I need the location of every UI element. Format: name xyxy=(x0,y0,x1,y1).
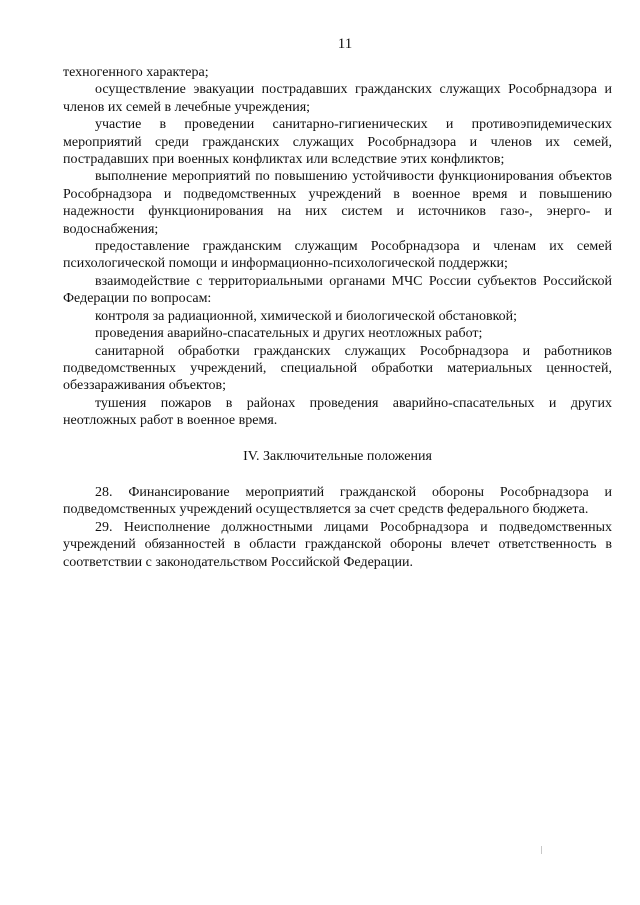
list-item-stability-measures: выполнение мероприятий по повышению устойчивости функционирования объектов Рособрнадзора и подведомственных учреждений в военное время и повышению надежности функционирования на них систем и источников газо-, энерго- и водоснабжения; xyxy=(63,169,612,237)
sub-item-rescue-works: проведения аварийно-спасательных и других неотложных работ; xyxy=(95,326,483,342)
page-number: 11 xyxy=(337,36,353,52)
list-item-psychological-help: предоставление гражданским служащим Рособрнадзора и членам их семей психологической помощи и информационно-психологической поддержки; xyxy=(63,239,612,272)
paragraph-continuation: техногенного характера; xyxy=(63,65,209,80)
section-heading: IV. Заключительные положения xyxy=(243,448,432,464)
sub-item-radiation-control: контроля за радиационной, химической и биологической обстановкой; xyxy=(95,308,518,324)
document-body xyxy=(63,64,612,571)
scan-mark xyxy=(541,846,542,854)
sub-item-firefighting: тушения пожаров в районах проведения аварийно-спасательных и других неотложных работ в военное время. xyxy=(63,395,612,429)
list-item-evacuation: осуществление эвакуации пострадавших гражданских служащих Рособрнадзора и членов их семей в лечебные учреждения; xyxy=(63,82,612,115)
clause-29: 29. Неисполнение должностными лицами Рособрнадзора и подведомственных учреждений обязанностей в области гражданской обороны влечет ответственность в соответствии с законодательством Российской Федерации. xyxy=(63,519,612,570)
clause-28: 28. Финансирование мероприятий гражданской обороны Рособрнадзора и подведомственных учреждений осуществляется за счет средств федерального бюджета. xyxy=(63,484,612,518)
list-item-sanitary-measures: участие в проведении санитарно-гигиенических и противоэпидемических мероприятий среди гражданских служащих Рособрнадзора и членов их семей, пострадавших при военных конфликтах или вследствие этих конфликтов; xyxy=(63,117,612,168)
list-item-interaction: взаимодействие с территориальными органами МЧС России субъектов Российской Федерации по вопросам: xyxy=(63,273,612,307)
sub-item-sanitary-treatment: санитарной обработки гражданских служащих Рособрнадзора и работников подведомственных учреждений, специальной обработки материальных ценностей, обеззараживания объектов; xyxy=(63,343,612,394)
